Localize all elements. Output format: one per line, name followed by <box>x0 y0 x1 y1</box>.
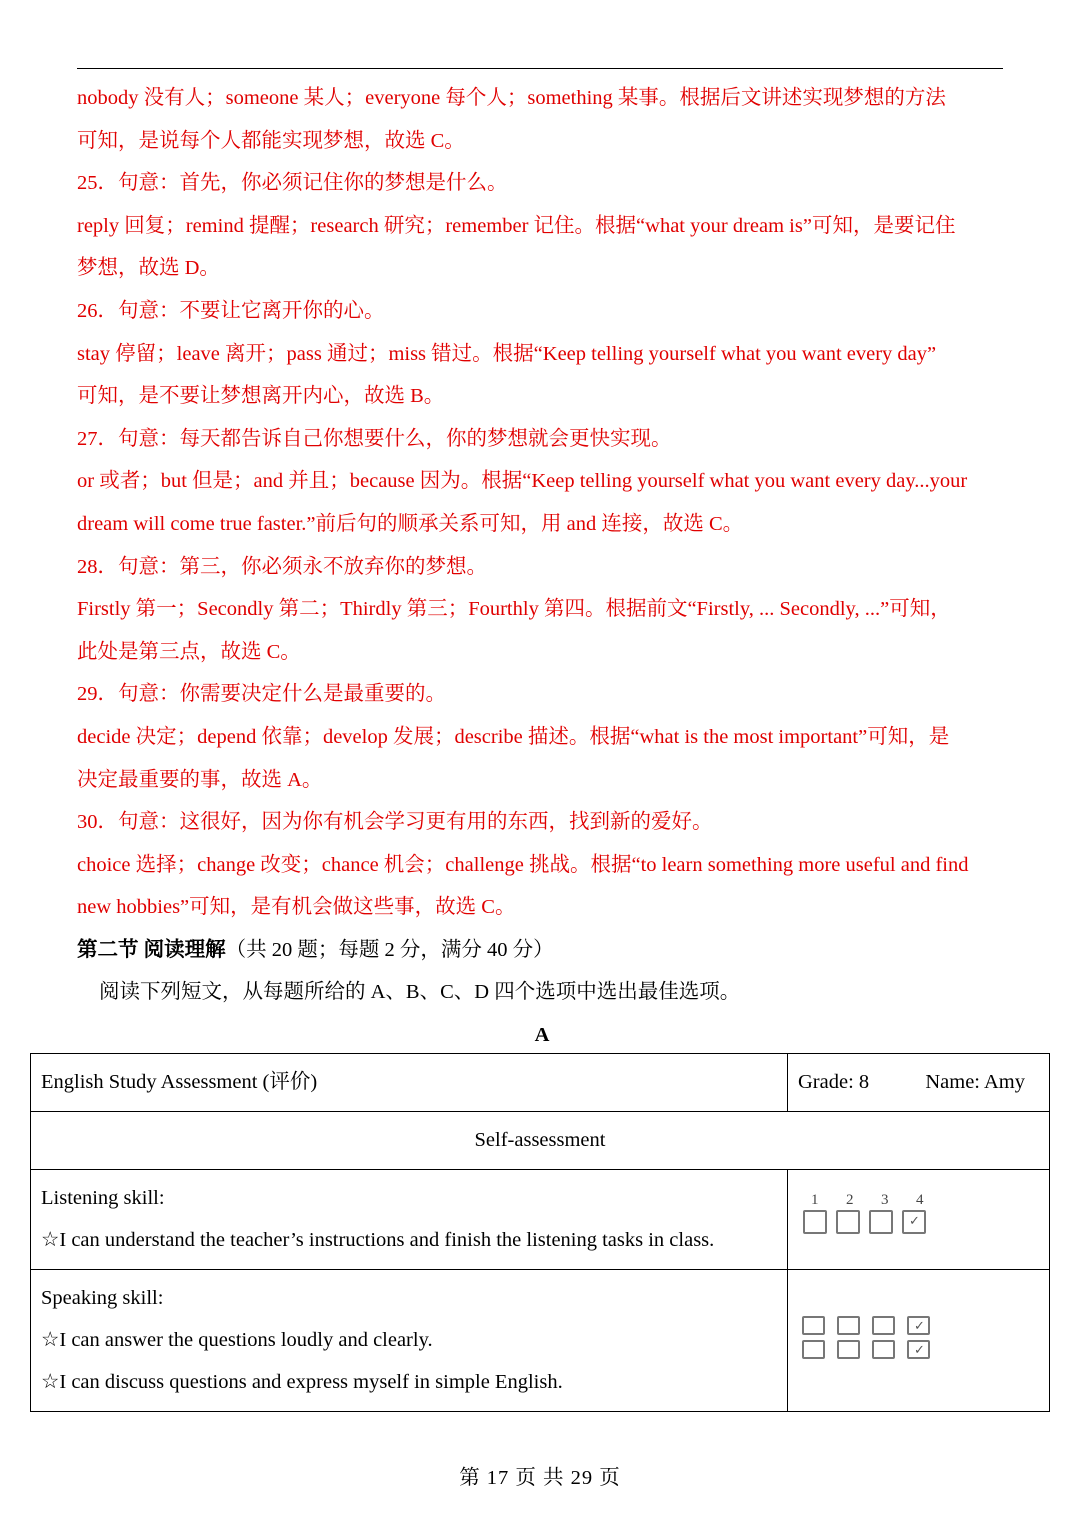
explanation-line: choice 选择；change 改变；chance 机会；challenge 挑战。根据“to learn something more useful and find <box>77 853 969 876</box>
section-title: 第二节 阅读理解 <box>77 938 226 961</box>
passage-label: A <box>534 1024 550 1047</box>
answer-explanations <box>77 77 1007 1057</box>
listening-rating <box>803 1192 1049 1234</box>
explanation-line: 可知，是不要让梦想离开内心，故选 B。 <box>77 385 445 408</box>
rating-checkbox[interactable] <box>803 1210 827 1234</box>
explanation-line: 29．句意：你需要决定什么是最重要的。 <box>77 683 446 706</box>
table-row <box>31 1112 1050 1170</box>
rating-number: 1 <box>811 1192 819 1208</box>
explanation-line: 26．句意：不要让它离开你的心。 <box>77 299 385 322</box>
explanation-line: 25．句意：首先，你必须记住你的梦想是什么。 <box>77 172 508 195</box>
explanation-line: 决定最重要的事，故选 A。 <box>77 768 323 791</box>
speaking-rating-cell <box>788 1270 1050 1412</box>
rating-number: 2 <box>846 1192 854 1208</box>
section-heading <box>77 929 1007 972</box>
self-assessment-cell <box>31 1112 1050 1170</box>
section-instruction: 阅读下列短文，从每题所给的 A、B、C、D 四个选项中选出最佳选项。 <box>99 981 741 1004</box>
table-row <box>31 1270 1050 1412</box>
table-title: English Study Assessment (评价) <box>41 1071 318 1093</box>
explanation-line: 27．句意：每天都告诉自己你想要什么，你的梦想就会更快实现。 <box>77 427 672 450</box>
explanation-line: 可知，是说每个人都能实现梦想，故选 C。 <box>77 129 465 152</box>
explanation-line: new hobbies”可知，是有机会做这些事，故选 C。 <box>77 896 516 919</box>
explanation-line: reply 回复；remind 提醒；research 研究；remember 记住。根据“what your dream is”可知，是要记住 <box>77 214 956 237</box>
rating-checkbox[interactable] <box>802 1316 825 1335</box>
listening-heading: Listening skill: <box>41 1187 165 1209</box>
rating-checkbox[interactable] <box>872 1340 895 1359</box>
explanation-line: 30．句意：这很好，因为你有机会学习更有用的东西，找到新的爱好。 <box>77 811 713 834</box>
rating-checkbox[interactable] <box>802 1340 825 1359</box>
student-info-cell <box>788 1054 1050 1112</box>
listening-item: ☆I can understand the teacher’s instructions and finish the listening tasks in class. <box>41 1229 715 1251</box>
explanation-line: Firstly 第一；Secondly 第二；Thirdly 第三；Fourthly 第四。根据前文“Firstly, ... Secondly, ...”可知， <box>77 598 951 621</box>
header-rule <box>77 68 1003 69</box>
explanation-line: 梦想，故选 D。 <box>77 257 220 280</box>
speaking-rating <box>802 1316 1049 1359</box>
rating-checkbox-checked[interactable] <box>902 1210 926 1234</box>
checkmark-icon: ✓ <box>914 1318 925 1333</box>
self-assessment-heading: Self-assessment <box>474 1129 606 1151</box>
explanation-line: dream will come true faster.”前后句的顺承关系可知，用 and 连接，故选 C。 <box>77 512 744 535</box>
explanation-line: stay 停留；leave 离开；pass 通过；miss 错过。根据“Keep telling yourself what you want every day” <box>77 342 937 365</box>
checkmark-icon: ✓ <box>909 1213 920 1228</box>
assessment-table <box>30 1053 1050 1412</box>
rating-number: 3 <box>881 1192 889 1208</box>
table-title-cell <box>31 1054 788 1112</box>
explanation-line: 此处是第三点，故选 C。 <box>77 640 301 663</box>
speaking-item: ☆I can answer the questions loudly and clearly. <box>41 1329 433 1351</box>
checkmark-icon: ✓ <box>914 1342 925 1357</box>
speaking-cell <box>31 1270 788 1412</box>
explanation-line: or 或者；but 但是；and 并且；because 因为。根据“Keep telling yourself what you want every day...your <box>77 470 968 493</box>
explanation-line: nobody 没有人；someone 某人；everyone 每个人；something 某事。根据后文讲述实现梦想的方法 <box>77 87 946 109</box>
name-label: Name: Amy <box>925 1071 1025 1093</box>
rating-scale-numbers <box>811 1192 1049 1208</box>
listening-cell <box>31 1170 788 1270</box>
page-number: 第 17 页 共 29 页 <box>459 1467 621 1489</box>
rating-number: 4 <box>916 1192 924 1208</box>
rating-checkbox[interactable] <box>869 1210 893 1234</box>
speaking-heading: Speaking skill: <box>41 1287 164 1309</box>
table-row <box>31 1170 1050 1270</box>
rating-checkbox[interactable] <box>836 1210 860 1234</box>
rating-checkbox[interactable] <box>837 1340 860 1359</box>
listening-rating-cell <box>788 1170 1050 1270</box>
section-scoring: （共 20 题；每题 2 分，满分 40 分） <box>225 938 554 961</box>
rating-checkbox[interactable] <box>872 1316 895 1335</box>
rating-checkbox[interactable] <box>837 1316 860 1335</box>
rating-checkbox-checked[interactable] <box>907 1340 930 1359</box>
speaking-item: ☆I can discuss questions and express myself in simple English. <box>41 1371 563 1393</box>
explanation-line: decide 决定；depend 依靠；develop 发展；describe 描述。根据“what is the most important”可知，是 <box>77 725 950 748</box>
table-row <box>31 1054 1050 1112</box>
explanation-line: 28．句意：第三，你必须永不放弃你的梦想。 <box>77 555 487 578</box>
grade-label: Grade: 8 <box>798 1071 870 1093</box>
rating-checkbox-checked[interactable] <box>907 1316 930 1335</box>
